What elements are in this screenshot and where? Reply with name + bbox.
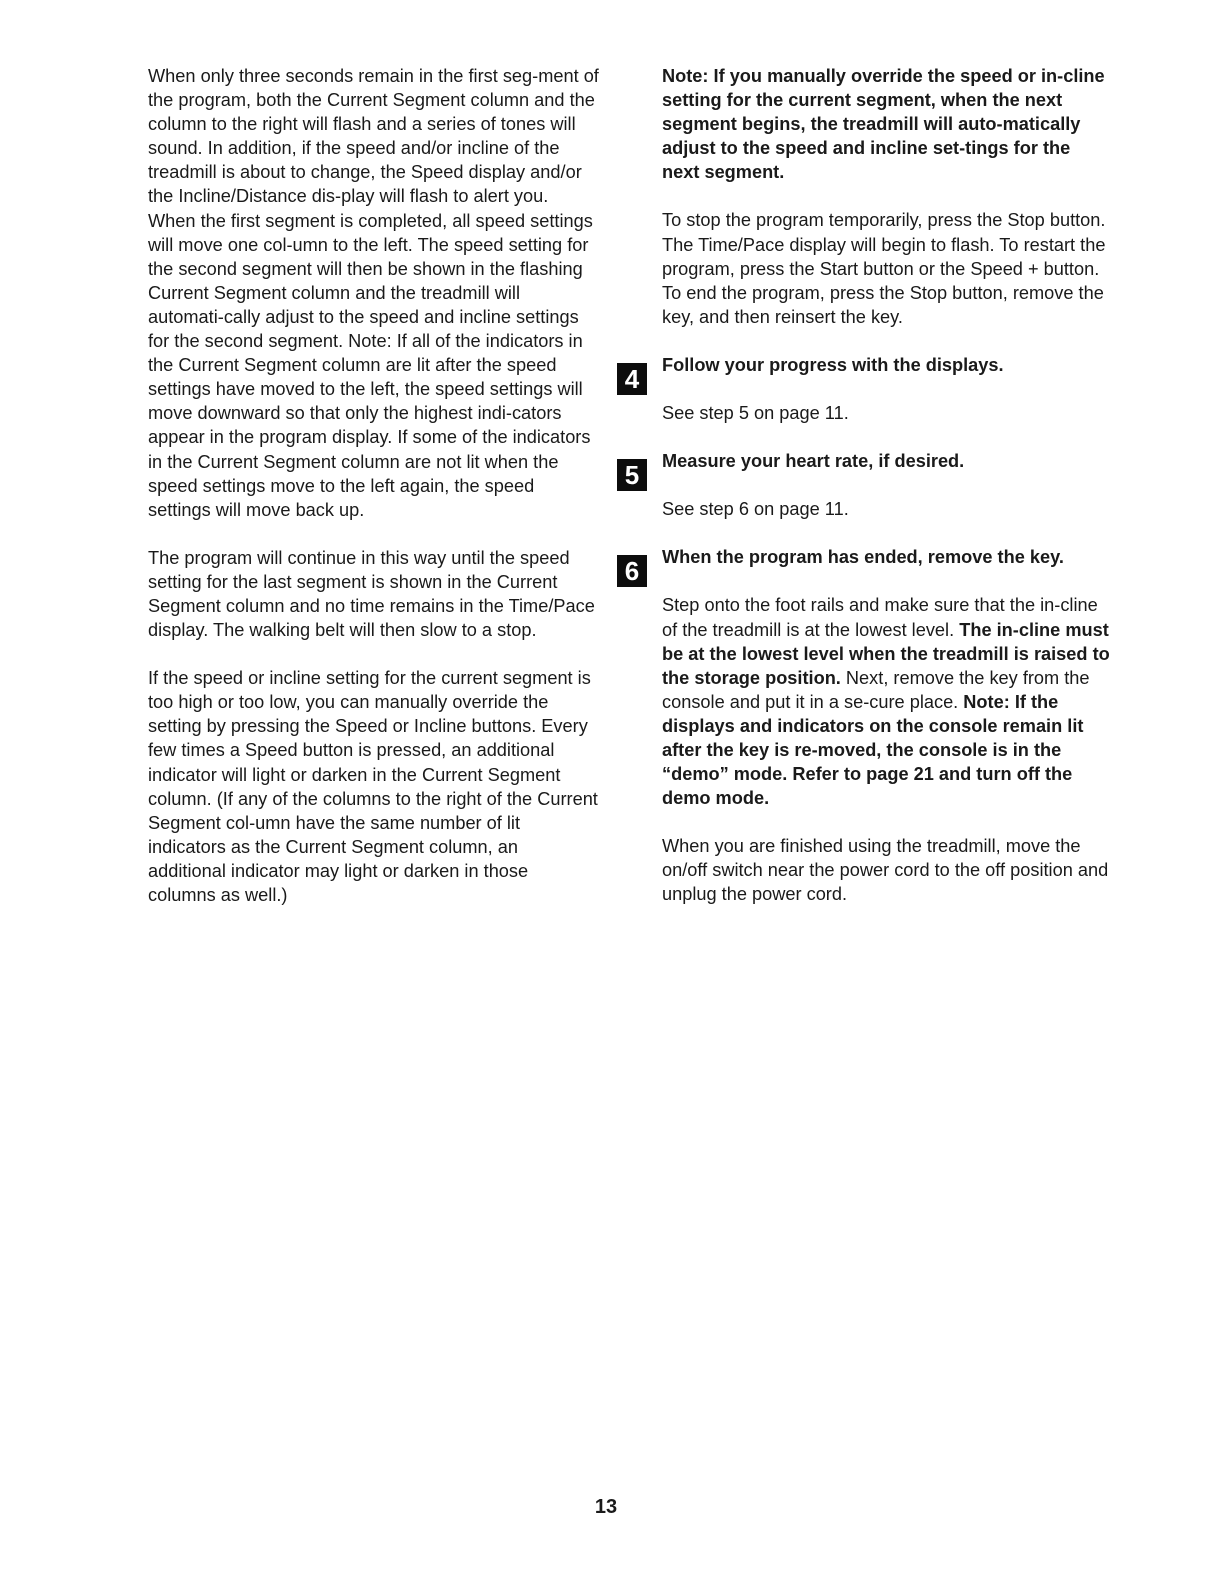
step-number-badge: 5: [617, 459, 647, 491]
step-body-text: Next, remove the key from the console and put it in a se-cure place.: [662, 667, 1090, 712]
step-heading: Measure your heart rate, if desired.: [662, 451, 965, 472]
step-body-text: Step onto the foot rails and make sure that the in-cline of the treadmill is at the lowest level.: [662, 595, 1098, 640]
step-number-badge: 4: [617, 363, 647, 395]
step-5: [624, 449, 1112, 521]
left-column: [148, 64, 600, 931]
demo-mode-note: Note: If the displays and indicators on the console remain lit after the key is re-moved, the console is in the “demo” mode. Refer to page 21 and turn off the demo mode.: [662, 691, 1084, 809]
stop-program-paragraph: To stop the program temporarily, press the Stop button. The Time/Pace display will begin to flash. To restart the program, press the Start button or the Speed + button. To end the program, press the Stop button, remove the key, and then reinsert the key.: [662, 210, 1106, 327]
override-note: Note: If you manually override the speed or in-cline setting for the current segment, when the next segment begins, the treadmill will auto-matically adjust to the speed and incline set-tings for the next segment.: [662, 66, 1105, 183]
step-body: [662, 593, 1112, 810]
page-number: 13: [594, 1496, 618, 1518]
lowest-level-warning: The in-cline must be at the lowest level when the treadmill is raised to the storage position.: [662, 619, 1110, 688]
step-heading: Follow your progress with the displays.: [662, 354, 1004, 375]
step-4: [624, 353, 1112, 425]
step-body: See step 5 on page 11.: [662, 403, 849, 424]
program-continue-paragraph: The program will continue in this way until the speed setting for the last segment is shown in the Current Segment column and no time remains in the Time/Pace display. The walking belt will then slow to a stop.: [148, 547, 595, 641]
finish-paragraph: When you are finished using the treadmill, move the on/off switch near the power cord to the off position and unplug the power cord.: [662, 836, 1109, 905]
right-column: [624, 64, 1112, 931]
step-body: See step 6 on page 11.: [662, 499, 849, 520]
manual-override-paragraph: If the speed or incline setting for the current segment is too high or too low, you can manually override the setting by pressing the Speed or Incline buttons. Every few times a Speed button is pressed, an additional indicator will light or darken in the Current Segment column. (If any of the columns to the right of the Current Segment col-umn have the same number of lit indicators as the Current Segment column, an additional indicator may light or darken in those columns as well.): [148, 668, 598, 905]
step-6: [624, 545, 1112, 906]
step-number-badge: 6: [617, 555, 647, 587]
segment-transition-paragraph: When only three seconds remain in the first seg-ment of the program, both the Current Segment column and the column to the right will flash and a series of tones will sound. In addition, if the speed and/or incline of the treadmill is about to change, the Speed display and/or the Incline/Distance dis-play will flash to alert you. When the first segment is completed, all speed settings will move one col-umn to the left. The speed setting for the second segment will then be shown in the flashing Current Segment column and the treadmill will automati-cally adjust to the speed and incline settings for the second segment. Note: If all of the indicators in the Current Segment column are lit after the speed settings have moved to the left, the speed settings will move downward so that only the highest indi-cators appear in the program display. If some of the indicators in the Current Segment column are not lit when the speed settings move to the left again, the speed settings will move back up.: [148, 66, 599, 520]
step-heading: When the program has ended, remove the key.: [662, 547, 1064, 568]
